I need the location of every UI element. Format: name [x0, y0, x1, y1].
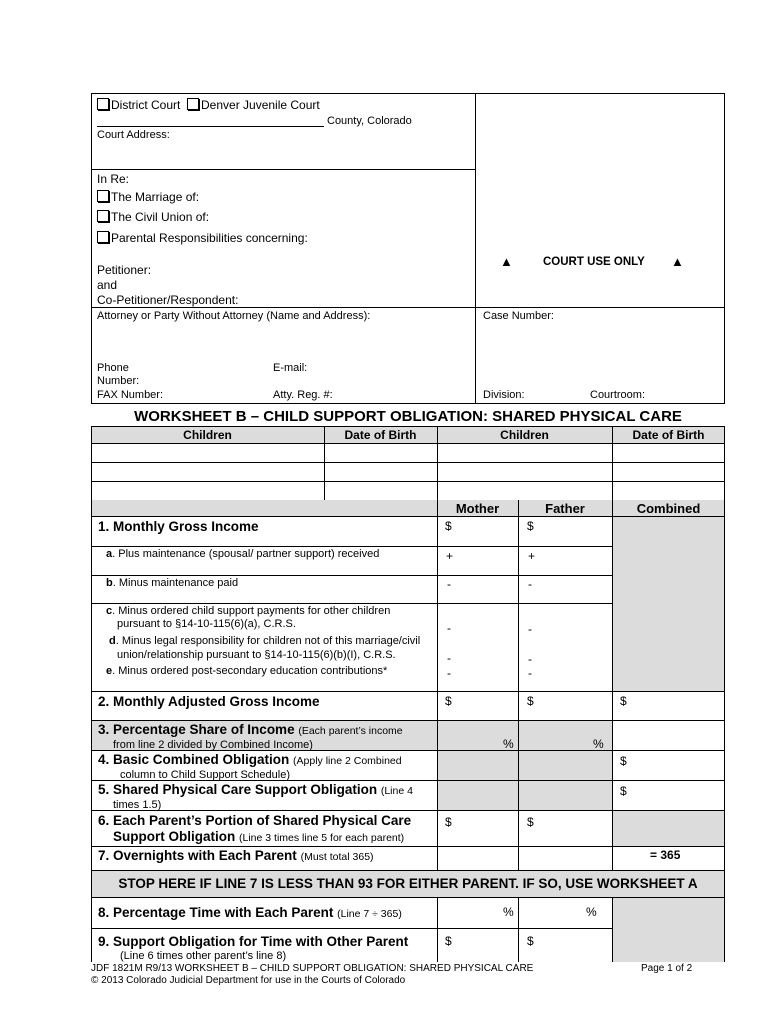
minus-sign: -: [528, 622, 532, 636]
line4-text2: column to Child Support Schedule): [120, 769, 290, 781]
fax-label: FAX Number:: [97, 389, 164, 401]
dollar-sign: $: [445, 694, 452, 708]
line3-note: (Each parent’s income: [298, 725, 403, 737]
line-e-label: [106, 665, 387, 678]
court-type-options: [97, 98, 320, 112]
dollar-sign: $: [445, 934, 452, 948]
mother-header: Mother: [455, 501, 500, 516]
division-label: Division:: [483, 389, 525, 401]
line5-text2: times 1.5): [113, 799, 162, 811]
line5-label: [98, 782, 413, 799]
triangle-up-icon: ▲: [671, 254, 684, 269]
equals-365: = 365: [650, 848, 681, 862]
email-label: E-mail:: [273, 362, 308, 374]
dollar-sign: $: [620, 784, 627, 798]
line-d-text: . Minus legal responsibility for children not of this marriage/civil: [115, 635, 421, 647]
line5-note: (Line 4: [380, 785, 413, 797]
dollar-sign: $: [527, 694, 534, 708]
line9-text2: (Line 6 times other parent’s line 8): [120, 950, 287, 962]
children-header: Children: [500, 428, 549, 442]
line8-note: (Line 7 ÷ 365): [337, 908, 402, 920]
line-c-text: . Minus ordered child support payments for other children: [112, 605, 391, 617]
denver-juvenile-court-label: Denver Juvenile Court: [201, 98, 320, 112]
minus-sign: -: [528, 577, 532, 591]
parental-label: Parental Responsibilities concerning:: [111, 231, 308, 245]
line-a-letter: a: [106, 548, 113, 560]
case-number-label: Case Number:: [483, 310, 554, 322]
line2-label: 2. Monthly Adjusted Gross Income: [98, 694, 320, 709]
line1-label: 1. Monthly Gross Income: [98, 519, 259, 534]
line-b-label: [106, 577, 238, 590]
line8-text: 8. Percentage Time with Each Parent: [98, 905, 334, 920]
dollar-sign: $: [620, 754, 627, 768]
child-dob-field[interactable]: [613, 444, 724, 462]
petitioner-label: Petitioner:: [97, 263, 152, 277]
line-d-letter: d: [109, 635, 116, 647]
minus-sign: -: [447, 577, 451, 591]
stop-instruction: STOP HERE IF LINE 7 IS LESS THAN 93 FOR EITHER PARENT. IF SO, USE WORKSHEET A: [118, 876, 698, 891]
line4-text: 4. Basic Combined Obligation: [98, 752, 290, 767]
in-re-marriage: [97, 190, 199, 204]
line-d-label: [109, 635, 420, 648]
line6-label: 6. Each Parent’s Portion of Shared Physical Care: [98, 813, 412, 828]
triangle-up-icon: ▲: [500, 254, 513, 269]
line7-note: (Must total 365): [300, 851, 374, 863]
marriage-label: The Marriage of:: [111, 190, 200, 204]
worksheet-title: WORKSHEET B – CHILD SUPPORT OBLIGATION: SHARED PHYSICAL CARE: [134, 408, 682, 425]
line6-note: (Line 3 times line 5 for each parent): [239, 832, 405, 844]
line7-label: [98, 848, 374, 865]
plus-sign: +: [528, 549, 536, 563]
plus-sign: +: [446, 549, 454, 563]
county-blank-line: [97, 126, 324, 127]
father-overnights-field[interactable]: [519, 847, 612, 869]
child-dob-field[interactable]: [325, 444, 437, 462]
line-c-letter: c: [106, 605, 113, 617]
line-a-label: [106, 548, 379, 561]
dob-header: Date of Birth: [344, 428, 417, 442]
father-header: Father: [545, 501, 585, 516]
page-number: Page 1 of 2: [641, 963, 693, 974]
line-b-text: . Minus maintenance paid: [112, 577, 239, 589]
dob-header: Date of Birth: [632, 428, 705, 442]
child-name-field[interactable]: [438, 444, 612, 462]
mother-gross-income-field[interactable]: [455, 517, 517, 545]
minus-sign: -: [447, 666, 451, 680]
line-a-text: . Plus maintenance (spousal/ partner support) received: [112, 548, 380, 560]
minus-sign: -: [528, 666, 532, 680]
line-e-text: . Minus ordered post-secondary education contributions*: [112, 665, 388, 677]
line-c-text2: pursuant to §14-10-115(6)(a), C.R.S.: [117, 618, 296, 630]
civil-union-label: The Civil Union of:: [111, 210, 210, 224]
phone-label: Phone: [97, 362, 129, 374]
copyright-footer: © 2013 Colorado Judicial Department for use in the Courts of Colorado: [91, 975, 406, 986]
atty-reg-label: Atty. Reg. #:: [273, 389, 333, 401]
marriage-checkbox[interactable]: [97, 190, 109, 202]
district-court-checkbox[interactable]: [97, 98, 109, 110]
line6-text2: Support Obligation: [113, 829, 236, 844]
line-b-letter: b: [106, 577, 113, 589]
children-header: Children: [183, 428, 232, 442]
form-id-footer: JDF 1821M R9/13 WORKSHEET B – CHILD SUPPORT OBLIGATION: SHARED PHYSICAL CARE: [91, 963, 534, 974]
parental-checkbox[interactable]: [97, 231, 109, 243]
minus-sign: -: [528, 652, 532, 666]
court-use-only-label: COURT USE ONLY: [543, 256, 645, 268]
line8-label: [98, 905, 402, 922]
district-court-label: District Court: [111, 98, 181, 112]
courtroom-label: Courtroom:: [590, 389, 646, 401]
minus-sign: -: [447, 651, 451, 665]
civil-union-checkbox[interactable]: [97, 210, 109, 222]
combined-header: Combined: [636, 501, 701, 516]
percent-sign: %: [503, 905, 514, 919]
line9-label: 9. Support Obligation for Time with Other Parent: [98, 934, 409, 949]
child-name-field[interactable]: [92, 444, 324, 462]
line5-text: 5. Shared Physical Care Support Obligation: [98, 782, 378, 797]
percent-sign: %: [593, 737, 604, 751]
dollar-sign: $: [527, 519, 534, 533]
denver-juvenile-court-checkbox[interactable]: [187, 98, 199, 110]
dollar-sign: $: [527, 934, 534, 948]
in-re-label: In Re:: [97, 172, 130, 186]
dollar-sign: $: [620, 694, 627, 708]
percent-sign: %: [586, 905, 597, 919]
line3-text2: from line 2 divided by Combined Income): [113, 739, 313, 751]
number-label: Number:: [97, 375, 140, 387]
attorney-label: Attorney or Party Without Attorney (Name and Address):: [97, 310, 371, 322]
line4-label: [98, 752, 402, 769]
co-petitioner-label: Co-Petitioner/Respondent:: [97, 293, 239, 307]
in-re-civil-union: [97, 210, 209, 224]
minus-sign: -: [447, 621, 451, 635]
line6-label2: [113, 829, 404, 846]
line-c-label: [106, 605, 390, 618]
county-label: County, Colorado: [327, 115, 412, 127]
line-d-text2: union/relationship pursuant to §14-10-115(6)(b)(I), C.R.S.: [117, 649, 396, 661]
dollar-sign: $: [445, 815, 452, 829]
in-re-parental: [97, 231, 308, 245]
and-label: and: [97, 278, 118, 292]
dollar-sign: $: [527, 815, 534, 829]
court-address-label: Court Address:: [97, 129, 170, 141]
line3-text: 3. Percentage Share of Income: [98, 722, 295, 737]
dollar-sign: $: [445, 519, 452, 533]
line-e-letter: e: [106, 665, 113, 677]
line3-label: [98, 722, 403, 739]
line7-text: 7. Overnights with Each Parent: [98, 848, 297, 863]
line4-note: (Apply line 2 Combined: [293, 755, 402, 767]
father-gross-income-field[interactable]: [537, 517, 611, 545]
percent-sign: %: [503, 737, 514, 751]
mother-overnights-field[interactable]: [438, 847, 518, 869]
